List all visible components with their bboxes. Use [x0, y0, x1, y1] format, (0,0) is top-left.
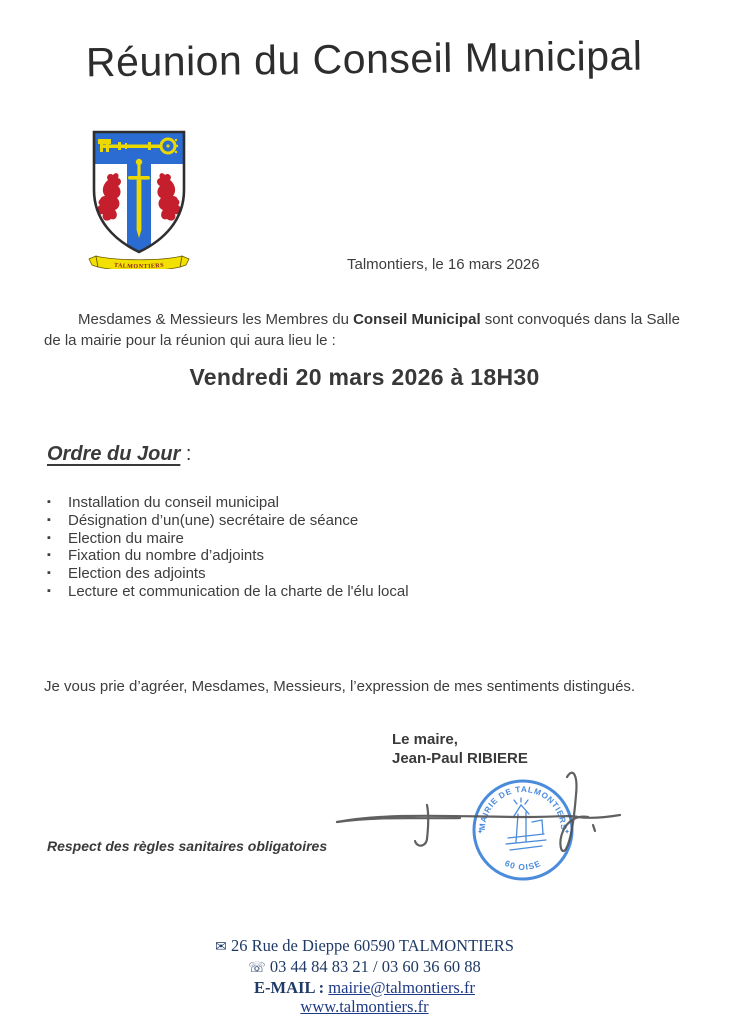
- agenda-item: ▪ Lecture et communication de la charte de l'élu local: [47, 583, 409, 601]
- signature-block: [392, 730, 528, 768]
- footer-phones: 03 44 84 83 21 / 03 60 36 60 88: [269, 957, 481, 976]
- page-title: Réunion du Conseil Municipal: [85, 32, 643, 86]
- intro-before: Mesdames & Messieurs les Membres du: [78, 311, 354, 328]
- meeting-datetime-heading: Vendredi 20 mars 2026 à 18H30: [189, 364, 540, 390]
- handwritten-signature: [330, 765, 630, 875]
- agenda-item: ▪ Election des adjoints: [47, 565, 409, 583]
- agenda-item: ▪ Installation du conseil municipal: [47, 494, 409, 512]
- intro-after: sont convoqués dans la Salle de la mairie pour la réunion qui aura lieu le :: [44, 311, 680, 349]
- stamp-star-right: ✦: [564, 829, 570, 836]
- stamp-bottom-text: 60 OISE: [503, 857, 543, 873]
- footer-website-link[interactable]: www.talmontiers.fr: [300, 997, 429, 1016]
- footer-address: 26 Rue de Dieppe 60590 TALMONTIERS: [230, 936, 514, 955]
- sanitary-note: Respect des règles sanitaires obligatoires: [47, 838, 328, 854]
- dateline: Talmontiers, le 16 mars 2026: [347, 256, 540, 273]
- stamp-top-text: MAIRIE DE TALMONTIERS: [477, 784, 569, 831]
- intro-paragraph: [44, 309, 694, 351]
- phone-icon: ☏: [248, 960, 266, 976]
- footer-email-label: E-MAIL :: [254, 978, 329, 997]
- talmontiers-coat-of-arms: [88, 127, 190, 269]
- agenda-title-text: Ordre du Jour: [47, 443, 181, 465]
- signature-role: Le maire,: [392, 731, 458, 748]
- agenda-title: [47, 443, 191, 466]
- footer-contact: [0, 936, 729, 1016]
- shield-field-group: [88, 128, 190, 258]
- agenda-list: [47, 494, 409, 601]
- footer-email-line: [0, 978, 729, 997]
- agenda-item: ▪ Fixation du nombre d’adjoints: [47, 547, 409, 565]
- closing-sentence: Je vous prie d’agréer, Mesdames, Messieurs, l’expression de mes sentiments distingués.: [44, 678, 636, 695]
- crest-banner-text: TALMONTIERS: [113, 262, 165, 269]
- footer-phone-line: [0, 957, 729, 978]
- stamp-star-left: ✦: [477, 829, 483, 836]
- envelope-icon: ✉: [215, 939, 227, 955]
- agenda-item: ▪ Election du maire: [47, 530, 409, 548]
- agenda-title-colon: :: [180, 443, 192, 465]
- agenda-item: ▪ Désignation d’un(une) secrétaire de séance: [47, 512, 409, 530]
- crest-banner: [89, 256, 189, 269]
- footer-address-line: [0, 936, 729, 957]
- intro-bold: Conseil Municipal: [353, 311, 481, 328]
- footer-website-line: [0, 997, 729, 1016]
- signature-name: Jean-Paul RIBIERE: [392, 750, 528, 767]
- footer-email-link[interactable]: mairie@talmontiers.fr: [328, 978, 475, 997]
